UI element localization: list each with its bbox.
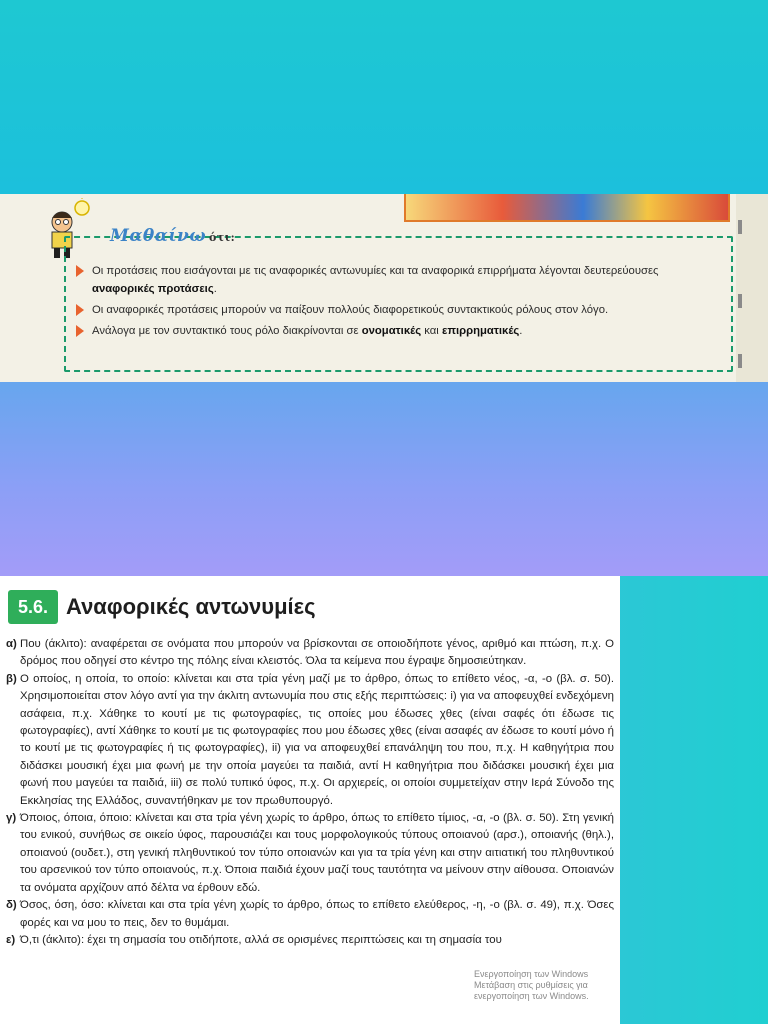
- paragraph: ε) Ό,τι (άκλιτο): έχει τη σημασία του οτιδήποτε, αλλά σε ορισμένες περιπτώσεις και τη σημασία του: [6, 933, 502, 946]
- paragraph: δ) Όσος, όση, όσο: κλίνεται και στα τρία γένη χωρίς το άρθρο, όπως το επίθετο ελεύθερος, -η, -ο (βλ. σ. 49), π.χ. Όσες φορές και να μου το πεις, δεν το θυμάμαι.: [6, 899, 614, 929]
- learn-bullets: [76, 262, 724, 343]
- bullet-arrow-icon: [76, 325, 84, 337]
- paragraph: β) Ο οποίος, η οποία, το οποίο: κλίνεται και στα τρία γένη μαζί με το άρθρο, όπως το επίθετο νέος, -α, -ο (βλ. σ. 50). Χρησιμοποιείται στον λόγο αντί για την άκλιτη αντωνυμία που στις εξής περιπτώσεις: i) για να αποφευχθεί ενδεχόμενη ασάφεια, π.χ. Χάθηκε το κουτί με τις φωτογραφίες, τις οποίες μου έδωσες χθες (είναι σαφές ότι έδωσε τις φωτογραφίες), αντί Χάθηκε το κουτί με τις φωτογραφίες που μου έδωσες χθες (είναι ασαφές αν έδωσε το κουτί μόνο ή το κουτί με τις φωτογραφίες ή τις φωτογραφίες), ii) για να αποφευχθεί επανάληψη του που, π.χ. Η καθηγήτρια που διδάσκει μουσική έχει μια φωνή με την οποία μαγεύει τα παιδιά, αντί Η καθηγήτρια που διδάσκει μουσική έχει μια φωνή που μαγεύει τα παιδιά, iii) σε πολύ τυπικό ύφος, π.χ. Οι αρχιερείς, οι οποίοι συμμετείχαν στην Ιερά Σύνοδο της Εκκλησίας της Ελλάδος, συναντήθηκαν με τον πρωθυπουργό.: [6, 672, 614, 807]
- paragraph: γ) Όποιος, όποια, όποιο: κλίνεται και στα τρία γένη χωρίς το άρθρο, όπως το επίθετο τίμιος, -α, -ο (βλ. σ. 50). Στη γενική του ενικού, συνήθως σε οικείο ύφος, παρουσιάζει και τους μορφολογικούς τύπους οποιανού (αρσ.), οποιανής (θηλ.), οποιανού (ουδετ.), στη γενική πληθυντικού τον τύπο οποιανών και για τα τρία γένη και στην αιτιατική του πληθυντικού του αρσενικού τον τύπο οποιανούς, π.χ. Όποια παιδιά έχουν μαζί τους ταυτότητα να μείνουν στην αίθουσα. Οποιανών τα ονόματα αρχίζουν από δέλτα να έρθουν εδώ.: [6, 812, 614, 894]
- learn-bullet: Οι προτάσεις που εισάγονται με τις αναφορικές αντωνυμίες και τα αναφορικά επιρρήματα λέγονται δευτερεύουσες αναφορικές προτάσεις.: [76, 262, 724, 298]
- windows-activation-watermark: Ενεργοποίηση των Windows Μετάβαση στις ρυθμίσεις για ενεργοποίηση των Windows.: [474, 969, 589, 1001]
- top-color-band: [0, 0, 768, 194]
- section-title: Αναφορικές αντωνυμίες: [66, 594, 316, 619]
- grammar-page-scan: [0, 576, 620, 1024]
- learn-bullet: Ανάλογα με τον συντακτικό τους ρόλο διακρίνονται σε ονοματικές και επιρρηματικές.: [76, 322, 724, 340]
- learn-bullet: Οι αναφορικές προτάσεις μπορούν να παίξουν πολλούς διαφορετικούς συντακτικούς ρόλους στον λόγο.: [76, 301, 724, 319]
- section-body: [6, 636, 614, 949]
- middle-color-band: [0, 382, 768, 576]
- page-edge: [736, 194, 768, 382]
- paragraph: α) Που (άκλιτο): αναφέρεται σε ονόματα που μπορούν να βρίσκονται σε οποιοδήποτε γένος, αριθμό και πτώση, π.χ. Ο δρόμος που οδηγεί στο κέντρο της πόλης είναι κλειστός. Όλα τα κείμενα που έγραψε δημοσιεύτηκαν.: [6, 638, 614, 668]
- learn-heading: Μαθαίνω ότι:: [110, 226, 236, 246]
- cartoon-illustration: [404, 194, 730, 222]
- learn-box-scan: [0, 194, 768, 382]
- bullet-arrow-icon: [76, 265, 84, 277]
- bullet-arrow-icon: [76, 304, 84, 316]
- section-number-badge: 5.6.: [8, 590, 58, 624]
